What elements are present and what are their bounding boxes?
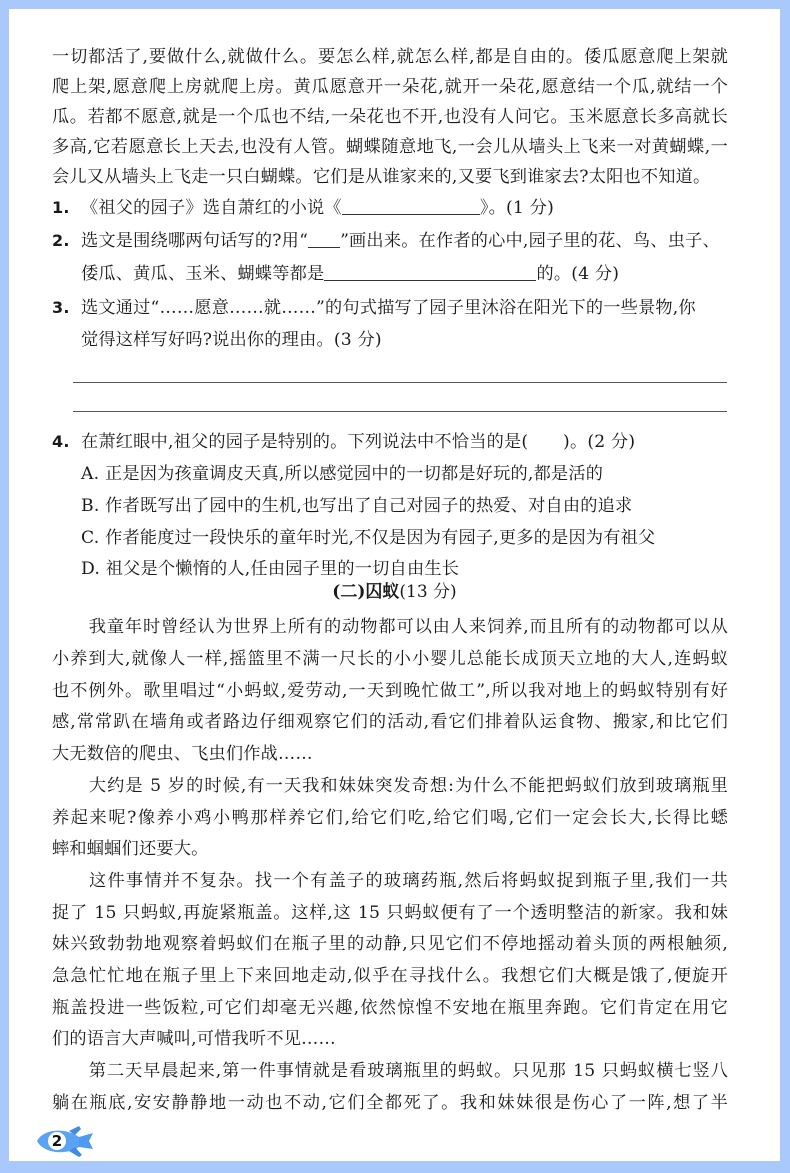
answer-blank[interactable] [342, 196, 480, 215]
question-number: 1. [52, 198, 70, 217]
passage2-line: 大无数倍的爬虫、飞虫们作战…… [52, 744, 313, 764]
answer-blank[interactable] [324, 262, 536, 281]
passage2-line: 躺在瓶底,安安静静地一动也不动,它们全都死了。我和妹妹很是伤心了一阵,想了半 [52, 1093, 728, 1113]
question-2 [52, 228, 728, 254]
passage2-line: 蟀和蝈蝈们还要大。 [52, 839, 209, 859]
passage2-line: 也不例外。歌里唱过“小蚂蚁,爱劳动,一天到晚忙做工”,所以我对地上的蚂蚁特别有好 [52, 681, 728, 701]
answer-line[interactable] [73, 411, 727, 412]
passage2-line: 捉了 15 只蚂蚁,再旋紧瓶盖。这样,这 15 只蚂蚁便有了一个透明整洁的新家。我和妹 [52, 903, 728, 923]
option-d[interactable]: D. 祖父是个懒惰的人,任由园子里的一切自由生长 [81, 559, 460, 579]
question-3-line2: 觉得这样写好吗?说出你的理由。(3 分) [81, 330, 382, 350]
passage2-line: 急急忙忙地在瓶子里上下来回地走动,似乎在寻找什么。我想它们大概是饿了,便旋开 [52, 966, 728, 986]
question-3-text: 选文通过“……愿意……就……”的句式描写了园子里沐浴在阳光下的一些景物,你 [81, 298, 696, 318]
passage2-line: 我童年时曾经认为世界上所有的动物都可以由人来饲养,而且所有的动物都可以从 [88, 617, 728, 637]
passage2-line: 们的语言大声喊叫,可惜我听不见…… [52, 1029, 336, 1049]
option-c[interactable]: C. 作者能度过一段快乐的童年时光,不仅是因为有园子,更多的是因为有祖父 [81, 528, 656, 548]
passage2-line: 第二天早晨起来,第一件事情就是看玻璃瓶里的蚂蚁。只见那 15 只蚂蚁横七竖八 [88, 1061, 728, 1081]
passage2-line: 瓶盖投进一些饭粒,可它们却毫无兴趣,依然惊惶不安地在瓶里奔跑。它们肯定在用它 [52, 998, 728, 1018]
question-2-line2 [81, 261, 728, 287]
question-4-text: 在萧红眼中,祖父的园子是特别的。下列说法中不恰当的是( )。(2 分) [81, 432, 636, 452]
page-number-badge [35, 1125, 99, 1161]
question-1-score: 》。(1 分) [479, 198, 555, 218]
page-number: 2 [51, 1132, 63, 1150]
option-a[interactable]: A. 正是因为孩童调皮天真,所以感觉园中的一切都是好玩的,都是活的 [81, 464, 604, 484]
passage1-line: 瓜。若都不愿意,就是一个瓜也不结,一朵花也不开,也没有人问它。玉米愿意长多高就长 [52, 107, 728, 127]
question-2-text: ”画出来。在作者的心中,园子里的花、鸟、虫子、 [340, 231, 720, 251]
question-2-text: 倭瓜、黄瓜、玉米、蝴蝶等都是 [81, 264, 325, 284]
rocket-icon [35, 1125, 99, 1161]
answer-line[interactable] [73, 382, 727, 383]
passage2-line: 养起来呢?像养小鸡小鸭那样养它们,给它们吃,给它们喝,它们一定会长大,长得比蟋 [52, 808, 728, 828]
passage2-line: 小养到大,就像人一样,摇篮里不满一尺长的小小婴儿总能长成顶天立地的大人,连蚂蚁 [52, 649, 728, 669]
passage2-line: 感,常常趴在墙角或者路边仔细观察它们的活动,看它们排着队运食物、搬家,和比它们 [52, 712, 728, 732]
question-number: 3. [52, 298, 70, 317]
section-heading [9, 579, 780, 605]
question-1-text: 《祖父的园子》选自萧红的小说《 [81, 198, 342, 218]
passage2-line: 妹兴致勃勃地观察着蚂蚁们在瓶子里的动静,只见它们不停地摇动着头顶的两根触须, [52, 934, 728, 954]
section-title: (二)囚蚁 [332, 582, 400, 602]
passage1-line: 多高,它若愿意长上天去,也没有人管。蝴蝶随意地飞,一会儿从墙头上飞来一对黄蝴蝶,一 [52, 137, 728, 157]
question-2-text: 选文是围绕哪两句话写的?用“ [81, 231, 309, 251]
passage1-line: 一切都活了,要做什么,就做什么。要怎么样,就怎么样,都是自由的。倭瓜愿意爬上架就 [52, 47, 728, 67]
passage2-line: 大约是 5 岁的时候,有一天我和妹妹突发奇想:为什么不能把蚂蚁们放到玻璃瓶里 [88, 776, 728, 796]
passage1-line: 会儿又从墙头上飞走一只白蝴蝶。它们是从谁家来的,又要飞到谁家去?太阳也不知道。 [52, 167, 711, 187]
textbook-page [9, 9, 780, 1161]
underline-sample [308, 229, 340, 248]
question-1 [52, 195, 728, 221]
passage1-line: 爬上架,愿意爬上房就爬上房。黄瓜愿意开一朵花,就开一朵花,愿意结一个瓜,就结一个 [52, 77, 728, 97]
section-score: (13 分) [399, 582, 457, 602]
question-number: 4. [52, 432, 70, 451]
question-3 [52, 295, 728, 321]
question-2-score: 的。(4 分) [536, 264, 620, 284]
question-4 [52, 429, 728, 455]
question-number: 2. [52, 231, 70, 250]
passage2-line: 这件事情并不复杂。找一个有盖子的玻璃药瓶,然后将蚂蚁捉到瓶子里,我们一共 [88, 871, 728, 891]
option-b[interactable]: B. 作者既写出了园中的生机,也写出了自己对园子的热爱、对自由的追求 [81, 496, 633, 516]
